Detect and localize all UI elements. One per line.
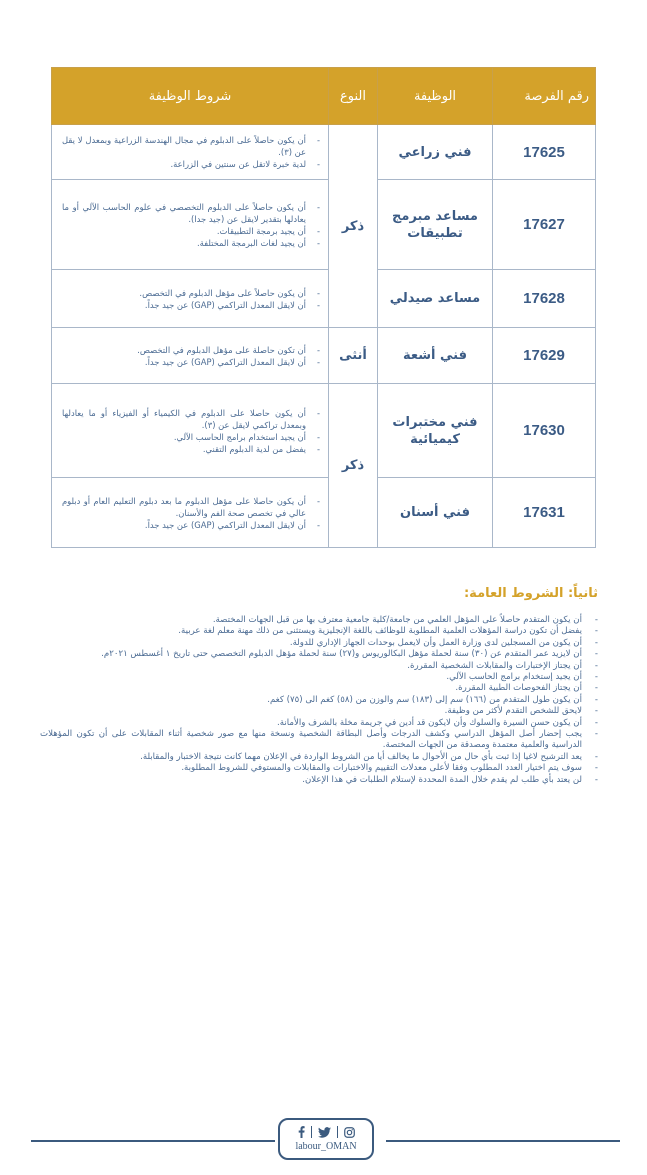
separator xyxy=(337,1126,338,1138)
table-row xyxy=(52,125,596,180)
job-conditions xyxy=(52,270,329,328)
header-job-title: الوظيفة xyxy=(378,68,493,125)
list-item: - أن يكون طول المتقدم من (١٦٦) سم إلى (١٨٣) سم والوزن من (٥٨) كغم الى (٧٥) كغم. xyxy=(40,695,582,706)
table-row xyxy=(52,384,596,478)
job-title: مساعد صيدلي xyxy=(378,270,493,328)
facebook-icon[interactable] xyxy=(298,1126,305,1138)
condition-item: - أن يكون حاصلا على مؤهل الدبلوم ما بعد دبلوم التعليم العام أو دبلوم عالي في تخصص صحة الفم والأسنان. xyxy=(62,495,306,519)
job-conditions xyxy=(52,180,329,270)
job-conditions xyxy=(52,328,329,384)
condition-item: - أن تكون حاصلة على مؤهل الدبلوم في التخصص. xyxy=(62,344,306,356)
list-item: - أن يجيد إستخدام برامج الحاسب الآلي. xyxy=(40,672,582,683)
condition-item: - أن يكون حاصلا على الدبلوم في الكيمياء أو الفيزياء أو ما يعادلها وبمعدل تراكمي لايقل عن (٣). xyxy=(62,407,306,431)
table-row xyxy=(52,328,596,384)
opportunity-number: 17627 xyxy=(493,180,596,270)
twitter-icon[interactable] xyxy=(318,1127,331,1138)
job-title: فني مختبرات كيميائية xyxy=(378,384,493,478)
instagram-icon[interactable] xyxy=(344,1127,355,1138)
gender-cell: ذكر xyxy=(329,384,378,548)
header-job-conditions: شروط الوظيفة xyxy=(52,68,329,125)
jobs-table xyxy=(51,67,596,548)
condition-item: - أن يكون حاصلاً على الدبلوم في مجال الهندسة الزراعية وبمعدل لا يقل عن (٣). xyxy=(62,134,306,158)
list-item: - سوف يتم اختيار العدد المطلوب وفقا لأعلى معدلات التقييم والاختبارات والمقابلات والمستوفي للشروط المطلوبة. xyxy=(40,763,582,774)
condition-item: - أن لايقل المعدل التراكمي (GAP) عن جيد جداً. xyxy=(62,356,306,368)
condition-item: - لدية خبرة لاتقل عن سنتين في الزراعة. xyxy=(62,158,306,170)
table-row xyxy=(52,478,596,548)
list-item: - لايحق للشخص التقدم لأكثر من وظيفة. xyxy=(40,706,582,717)
gender-cell: ذكر xyxy=(329,125,378,328)
list-item: - يفضل أن تكون دراسة المؤهلات العلمية المطلوبة للوظائف باللغة الإنجليزية ويستثنى من ذلك مهنة معلم لغة عربية. xyxy=(40,626,582,637)
table-header-row xyxy=(52,68,596,125)
condition-item: - أن يكون حاصلاً على مؤهل الدبلوم في التخصص. xyxy=(62,287,306,299)
header-gender: النوع xyxy=(329,68,378,125)
job-title: فني زراعي xyxy=(378,125,493,180)
list-item: - أن يجتاز الفحوصات الطبية المقررة. xyxy=(40,683,582,694)
opportunity-number: 17625 xyxy=(493,125,596,180)
condition-item: - أن يكون حاصلاً على الدبلوم التخصصي في علوم الحاسب الآلي أو ما يعادلها بتقدير لايقل عن (جيد جدا). xyxy=(62,201,306,225)
general-conditions-list xyxy=(40,615,598,786)
list-item: - أن يكون حسن السيرة والسلوك وأن لايكون قد أدين في جريمة مخلة بالشرف والأمانة. xyxy=(40,718,582,729)
separator xyxy=(311,1126,312,1138)
footer-divider-right xyxy=(386,1140,620,1142)
job-conditions xyxy=(52,125,329,180)
opportunity-number: 17631 xyxy=(493,478,596,548)
job-conditions xyxy=(52,478,329,548)
list-item: - أن يكون المتقدم حاصلاً على المؤهل العلمي من جامعة/كلية جامعية معترف بها من قبل الجهات المختصة. xyxy=(40,615,582,626)
list-item: - لن يعتد بأي طلب لم يقدم خلال المدة المحددة لإستلام الطلبات في هذا الإعلان. xyxy=(40,775,582,786)
table-row xyxy=(52,270,596,328)
job-title: فني أسنان xyxy=(378,478,493,548)
job-title: فني أشعة xyxy=(378,328,493,384)
condition-item: - يفضل من لدية الدبلوم التقني. xyxy=(62,443,306,455)
opportunity-number: 17628 xyxy=(493,270,596,328)
general-conditions-section xyxy=(40,586,598,786)
header-opportunity-number: رقم الفرصة xyxy=(493,68,596,125)
condition-item: - أن يجيد لغات البرمجة المختلفة. xyxy=(62,237,306,249)
table-row xyxy=(52,180,596,270)
gender-cell: أنثى xyxy=(329,328,378,384)
general-conditions-title: ثانياً: الشروط العامة: xyxy=(463,586,598,601)
list-item: - أن لايزيد عمر المتقدم عن (٣٠) سنة لحملة مؤهل البكالوريوس و(٢٧) سنة لحملة مؤهل الدبلوم التخصصي حتى تاريخ ١ أغسطس ٢٠٢١م. xyxy=(40,649,582,660)
footer-divider-left xyxy=(31,1140,275,1142)
social-media-badge[interactable] xyxy=(278,1118,374,1160)
opportunity-number: 17630 xyxy=(493,384,596,478)
job-title: مساعد مبرمج تطبيقات xyxy=(378,180,493,270)
condition-item: - أن لايقل المعدل التراكمي (GAP) عن جيد جداً. xyxy=(62,299,306,311)
condition-item: - أن يجيد استخدام برامج الحاسب الآلي. xyxy=(62,431,306,443)
opportunity-number: 17629 xyxy=(493,328,596,384)
list-item: - يعد الترشيح لاغيا إذا ثبت بأي حال من الأحوال ما يخالف أيا من الشروط الواردة في الإعلان مهما كانت نتيجة الاختبار والمقابلة. xyxy=(40,752,582,763)
list-item: - يجب إحضار أصل المؤهل الدراسي وكشف الدرجات وأصل البطاقة الشخصية ونسخة منها مع صور شخصية أثناء المقابلات على أن تكون المؤهلات الدراسية والعلمية معتمدة ومصدقة من الجهات المختصة. xyxy=(40,729,582,752)
list-item: - أن يكون من المسجلين لدى وزارة العمل وأن لايعمل بوحدات الجهاز الإداري للدولة. xyxy=(40,638,582,649)
social-handle: labour_OMAN xyxy=(295,1141,357,1152)
condition-item: - أن لايقل المعدل التراكمي (GAP) عن جيد جداً. xyxy=(62,519,306,531)
condition-item: - أن يجيد برمجة التطبيقات. xyxy=(62,225,306,237)
job-conditions xyxy=(52,384,329,478)
social-icons-row xyxy=(280,1125,372,1139)
list-item: - أن يجتاز الإختبارات والمقابلات الشخصية المقررة. xyxy=(40,661,582,672)
